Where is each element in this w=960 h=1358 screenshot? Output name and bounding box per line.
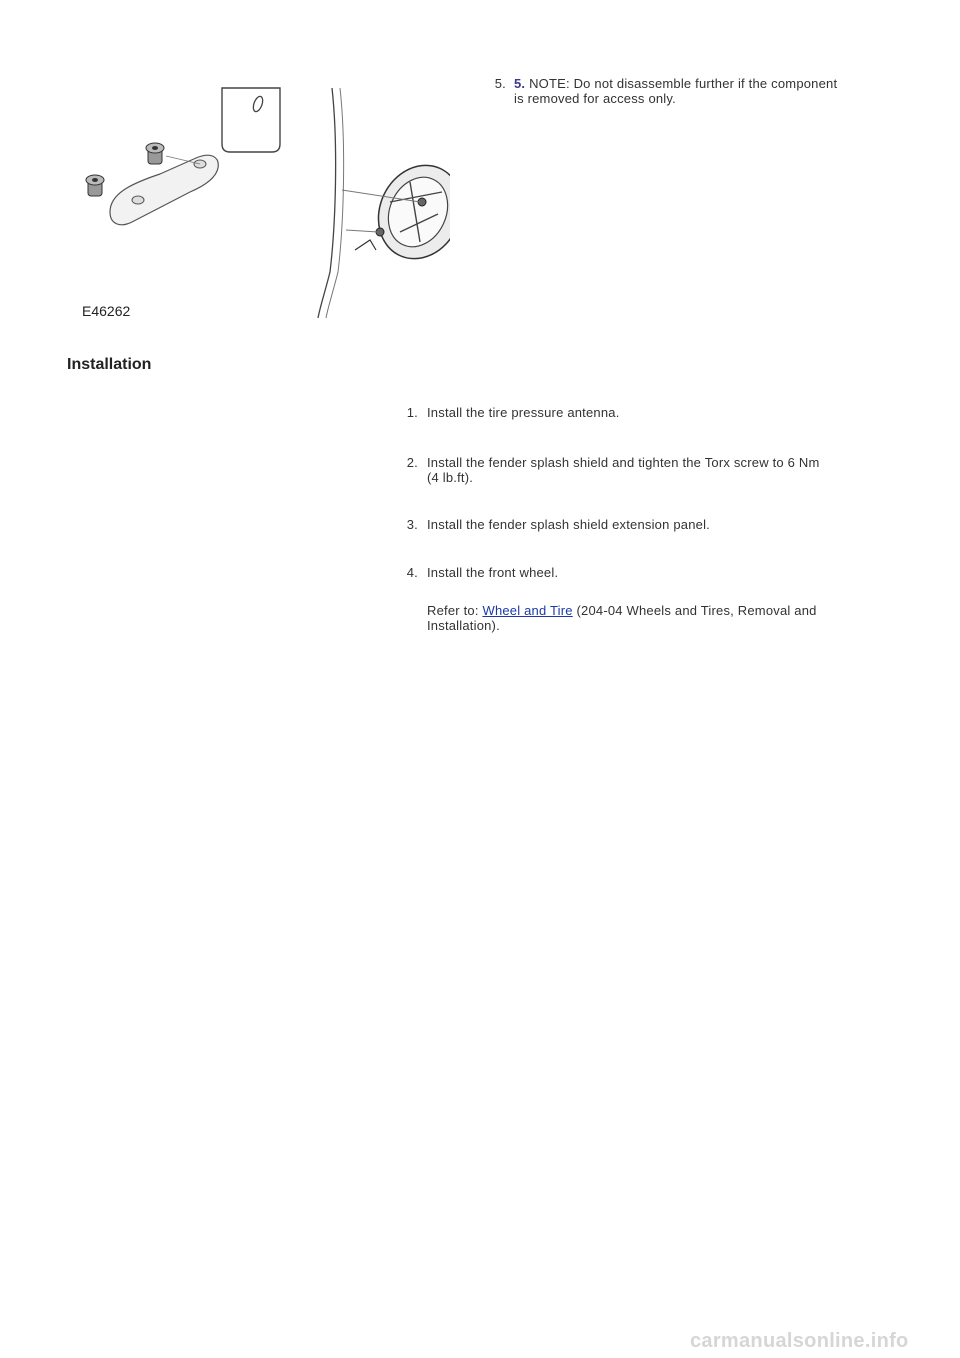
step-5-bold-prefix: 5.	[514, 76, 526, 91]
step-5-line2: is removed for access only.	[514, 91, 676, 106]
install-step-3-text: Install the fender splash shield extension panel.	[427, 517, 710, 532]
step-5-line1: NOTE: Do not disassemble further if the component	[529, 76, 838, 91]
illustration-svg	[70, 82, 450, 322]
wheel-and-tire-link[interactable]: Wheel and Tire	[482, 603, 573, 618]
watermark: carmanualsonline.info	[690, 1330, 909, 1352]
refer-to-block	[427, 603, 897, 633]
tire-pressure-antenna	[355, 152, 450, 273]
leader-line-2	[346, 230, 378, 232]
screw-2	[86, 175, 104, 196]
install-step-3-number: 3.	[406, 517, 418, 532]
install-step-4-number: 4.	[406, 565, 418, 580]
panel-hole-2	[132, 196, 144, 204]
installation-heading: Installation	[67, 356, 152, 373]
refer-line2: Installation).	[427, 618, 500, 633]
step-5-number: 5.	[494, 76, 506, 91]
refer-suffix: (204-04 Wheels and Tires, Removal and	[572, 603, 817, 618]
step-5-text	[514, 76, 894, 106]
figure-label: E46262	[82, 303, 131, 319]
technical-illustration	[70, 82, 450, 322]
install-step-2-text	[427, 455, 897, 485]
install-step-1-number: 1.	[406, 405, 418, 420]
install-step-1-text: Install the tire pressure antenna.	[427, 405, 620, 420]
panel-edge-line	[318, 88, 336, 318]
install-step-2-line1: Install the fender splash shield and tighten the Torx screw to 6 Nm	[427, 455, 820, 470]
bracket-plate	[222, 88, 280, 152]
install-step-4-text: Install the front wheel.	[427, 565, 559, 580]
install-step-2-number: 2.	[406, 455, 418, 470]
screw-1	[146, 143, 164, 164]
refer-prefix: Refer to:	[427, 603, 483, 618]
install-step-2-line2: (4 lb.ft).	[427, 470, 474, 485]
